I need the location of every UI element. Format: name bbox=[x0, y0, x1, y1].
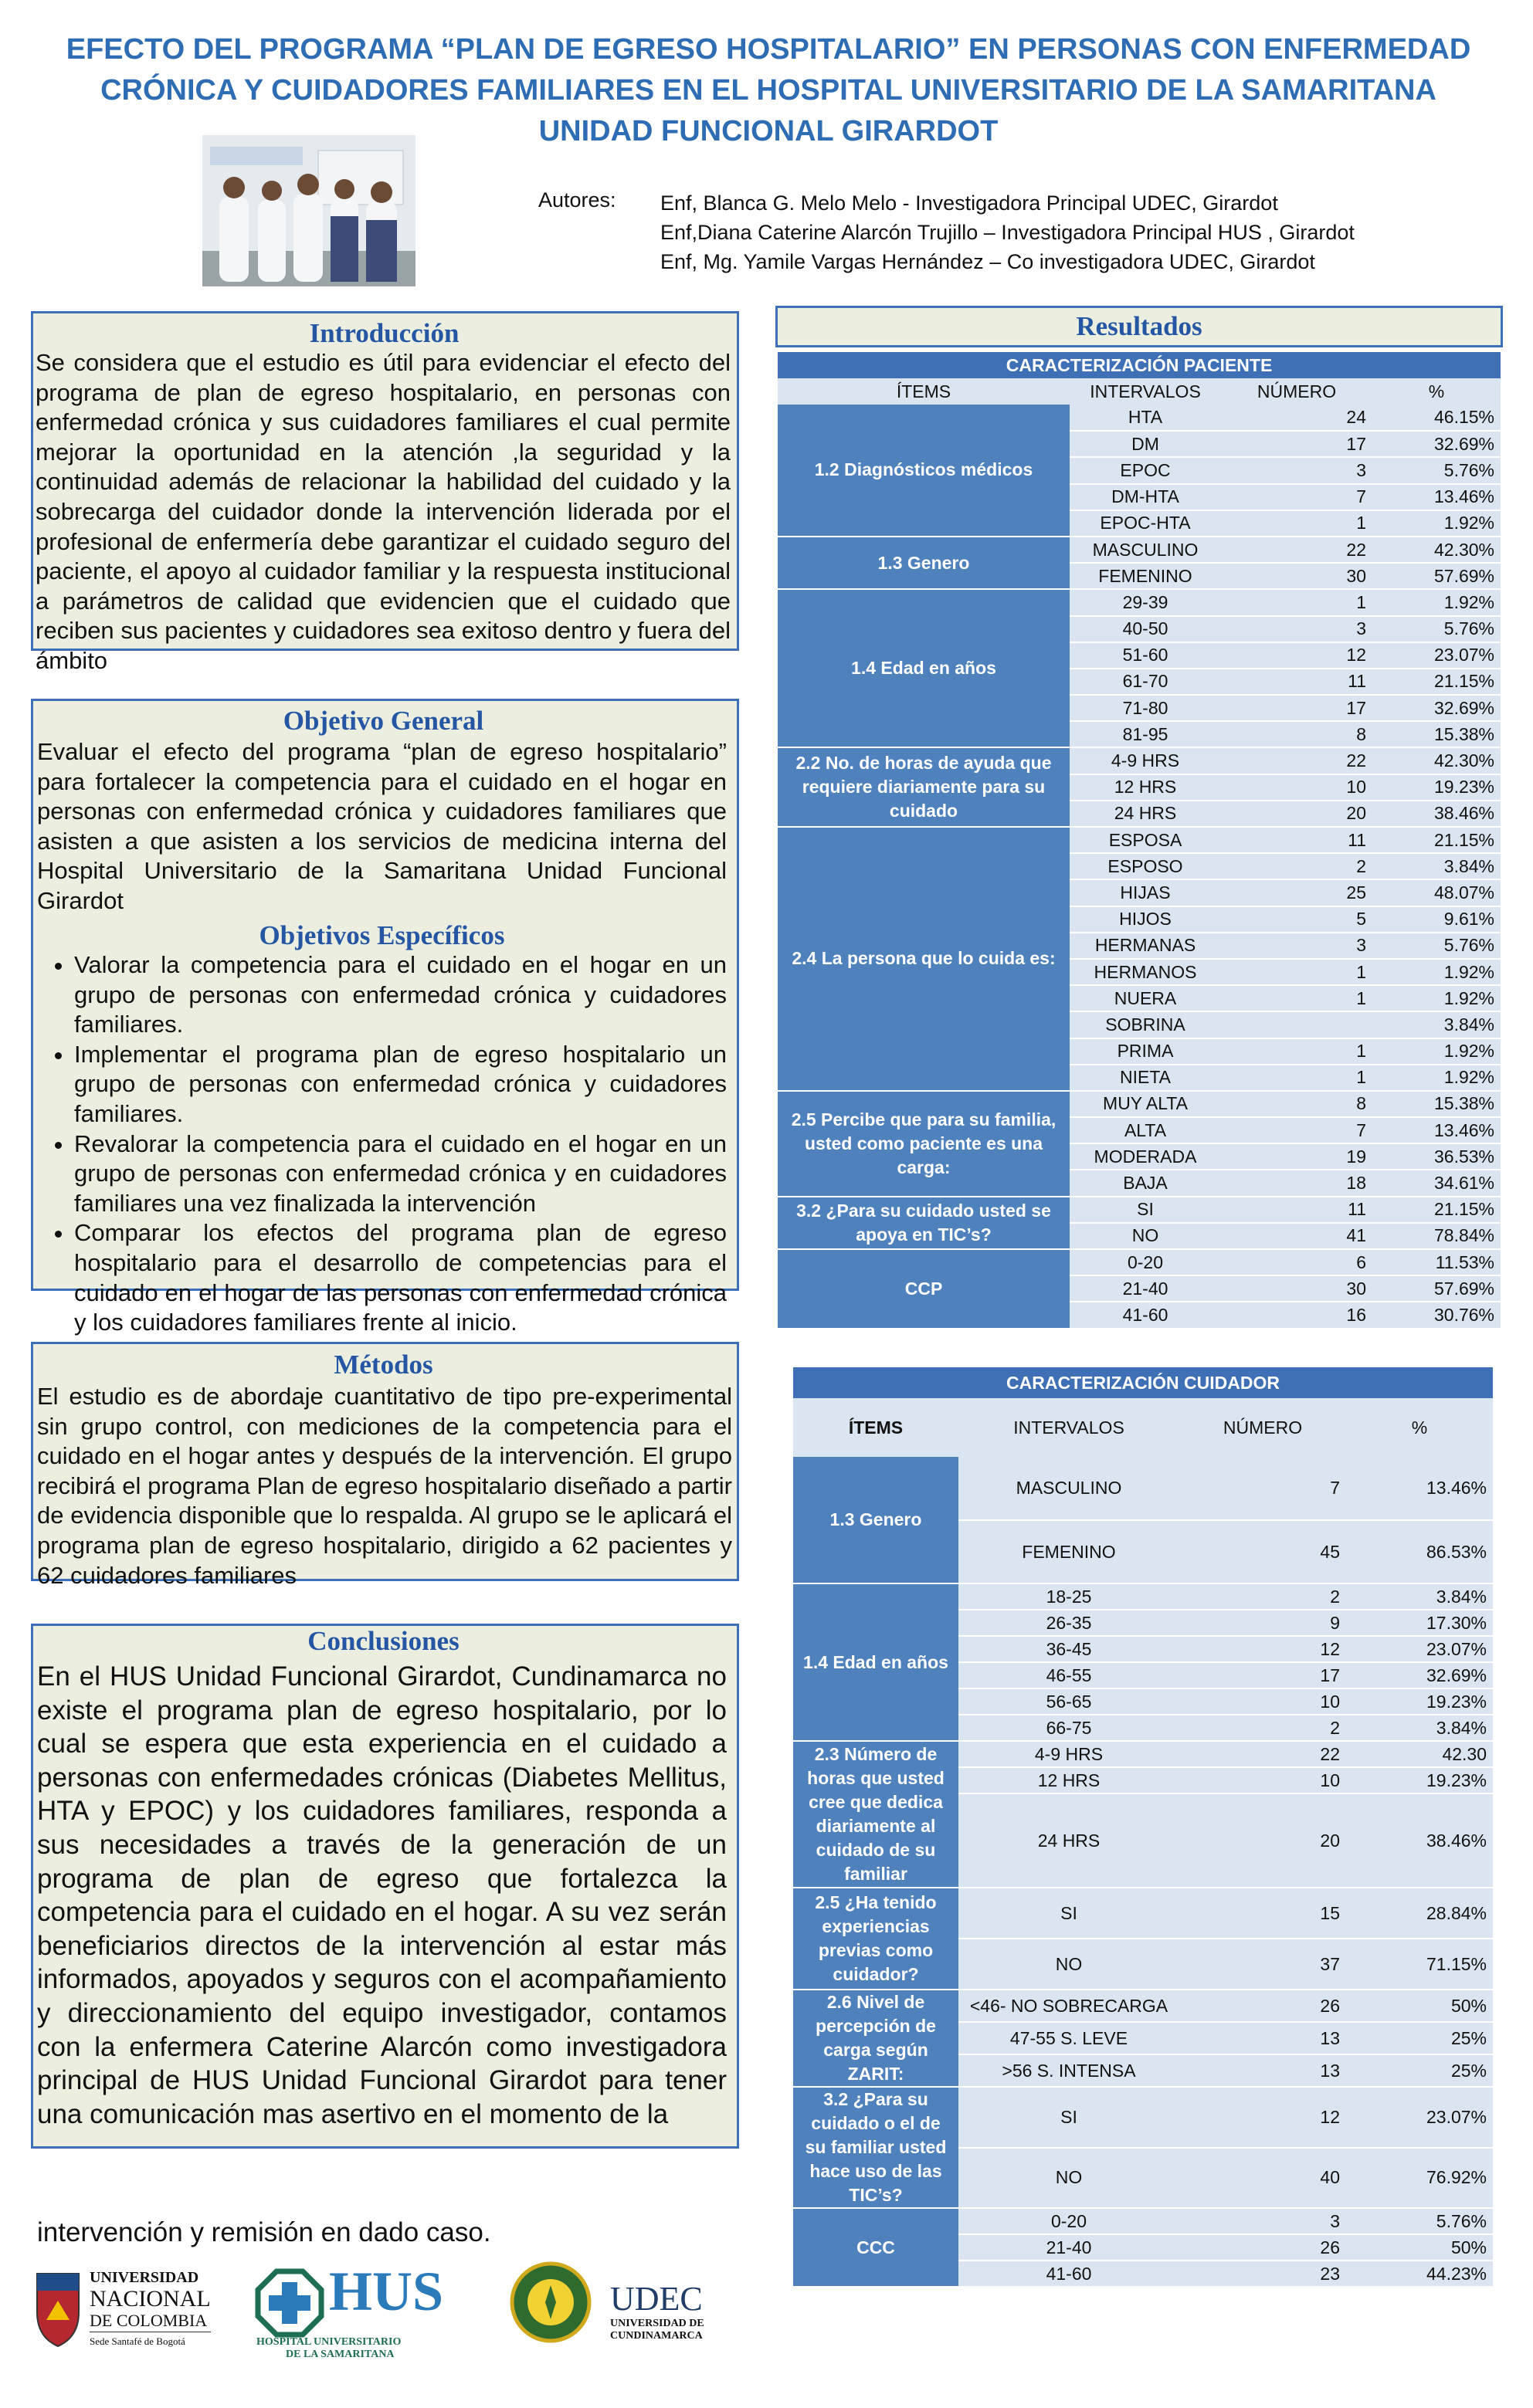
interval-cell: NO bbox=[1070, 1223, 1221, 1249]
number-cell: 12 bbox=[1221, 642, 1372, 669]
col-header: ÍTEMS bbox=[793, 1398, 958, 1457]
percent-cell: 78.84% bbox=[1372, 1223, 1501, 1249]
percent-cell: 13.46% bbox=[1372, 484, 1501, 510]
percent-cell: 1.92% bbox=[1372, 1065, 1501, 1091]
interval-cell: MASCULINO bbox=[958, 1457, 1179, 1520]
number-cell: 1 bbox=[1221, 959, 1372, 985]
authors-label: Autores: bbox=[538, 188, 616, 212]
number-cell: 18 bbox=[1221, 1170, 1372, 1196]
percent-cell: 32.69% bbox=[1372, 431, 1501, 457]
item-label: 1.4 Edad en años bbox=[793, 1583, 958, 1741]
percent-cell: 23.07% bbox=[1346, 2087, 1493, 2148]
number-cell: 1 bbox=[1221, 985, 1372, 1011]
conclusiones-tail: intervención y remisión en dado caso. bbox=[37, 2217, 491, 2247]
table-row bbox=[793, 1583, 1493, 1610]
percent-cell: 34.61% bbox=[1372, 1170, 1501, 1196]
number-cell: 16 bbox=[1221, 1302, 1372, 1328]
interval-cell: ALTA bbox=[1070, 1117, 1221, 1143]
percent-cell: 21.15% bbox=[1372, 669, 1501, 695]
author-line: Enf, Blanca G. Melo Melo - Investigadora Principal UDEC, Girardot bbox=[660, 191, 1278, 215]
number-cell: 30 bbox=[1221, 1275, 1372, 1302]
col-header: INTERVALOS bbox=[958, 1398, 1179, 1457]
interval-cell: SI bbox=[958, 2087, 1179, 2148]
interval-cell: 51-60 bbox=[1070, 642, 1221, 669]
interval-cell: FEMENINO bbox=[958, 1520, 1179, 1583]
percent-cell: 21.15% bbox=[1372, 827, 1501, 853]
interval-cell: 40-50 bbox=[1070, 616, 1221, 642]
percent-cell: 15.38% bbox=[1372, 721, 1501, 747]
number-cell: 17 bbox=[1179, 1662, 1346, 1688]
number-cell: 12 bbox=[1179, 1636, 1346, 1662]
percent-cell: 3.84% bbox=[1372, 853, 1501, 879]
table-row bbox=[778, 1249, 1501, 1275]
udec-name: UDEC bbox=[610, 2280, 703, 2318]
percent-cell: 5.76% bbox=[1372, 457, 1501, 483]
percent-cell: 19.23% bbox=[1346, 1688, 1493, 1715]
percent-cell: 42.30 bbox=[1346, 1741, 1493, 1767]
metodos-title: Métodos bbox=[334, 1350, 433, 1380]
percent-cell: 13.46% bbox=[1346, 1457, 1493, 1520]
objective-item: • Comparar los efectos del programa plan de egreso hospitalario para el desarrollo de competencias para el cuidado en el hogar de las personas con enfermedad crónica y los cuidadores familiares frente al inicio. bbox=[74, 1218, 727, 1337]
author-line: Enf,Diana Caterine Alarcón Trujillo – Investigadora Principal HUS , Girardot bbox=[660, 221, 1355, 244]
number-cell: 22 bbox=[1179, 1741, 1346, 1767]
number-cell: 37 bbox=[1179, 1939, 1346, 1990]
interval-cell: HIJAS bbox=[1070, 879, 1221, 906]
interval-cell: MODERADA bbox=[1070, 1143, 1221, 1170]
percent-cell: 25% bbox=[1346, 2054, 1493, 2087]
number-cell: 23 bbox=[1179, 2261, 1346, 2287]
poster-title bbox=[46, 29, 1491, 152]
percent-cell: 1.92% bbox=[1372, 510, 1501, 537]
interval-cell: 61-70 bbox=[1070, 669, 1221, 695]
number-cell: 40 bbox=[1179, 2148, 1346, 2209]
interval-cell: >56 S. INTENSA bbox=[958, 2054, 1179, 2087]
table-row bbox=[778, 747, 1501, 774]
item-label: 1.3 Genero bbox=[793, 1457, 958, 1583]
interval-cell: 0-20 bbox=[958, 2208, 1179, 2234]
table-row bbox=[778, 827, 1501, 853]
item-label: 3.2 ¿Para su cuidado usted se apoya en TIC’s? bbox=[778, 1197, 1070, 1249]
interval-cell: DM bbox=[1070, 431, 1221, 457]
percent-cell: 13.46% bbox=[1372, 1117, 1501, 1143]
percent-cell: 46.15% bbox=[1372, 405, 1501, 431]
percent-cell: 19.23% bbox=[1346, 1767, 1493, 1793]
number-cell: 1 bbox=[1221, 510, 1372, 537]
number-cell: 20 bbox=[1221, 801, 1372, 827]
percent-cell: 38.46% bbox=[1372, 801, 1501, 827]
percent-cell: 36.53% bbox=[1372, 1143, 1501, 1170]
interval-cell: NUERA bbox=[1070, 985, 1221, 1011]
interval-cell: HTA bbox=[1070, 405, 1221, 431]
number-cell: 41 bbox=[1221, 1223, 1372, 1249]
caregiver-table-caption: CARACTERIZACIÓN CUIDADOR bbox=[793, 1367, 1493, 1398]
number-cell: 26 bbox=[1179, 1990, 1346, 2022]
number-cell: 3 bbox=[1221, 933, 1372, 959]
number-cell: 15 bbox=[1179, 1888, 1346, 1939]
table-row bbox=[778, 405, 1501, 431]
number-cell: 8 bbox=[1221, 1091, 1372, 1117]
interval-cell: 12 HRS bbox=[958, 1767, 1179, 1793]
number-cell: 25 bbox=[1221, 879, 1372, 906]
number-cell: 17 bbox=[1221, 431, 1372, 457]
table-row bbox=[793, 1457, 1493, 1520]
table-row bbox=[778, 1091, 1501, 1117]
percent-cell: 3.84% bbox=[1346, 1583, 1493, 1610]
col-header: ÍTEMS bbox=[778, 378, 1070, 405]
percent-cell: 76.92% bbox=[1346, 2148, 1493, 2209]
percent-cell: 50% bbox=[1346, 2234, 1493, 2261]
team-photo bbox=[202, 135, 415, 286]
number-cell: 22 bbox=[1221, 747, 1372, 774]
interval-cell: 24 HRS bbox=[1070, 801, 1221, 827]
item-label: 2.3 Número de horas que usted cree que dedica diariamente al cuidado de su familiar bbox=[793, 1741, 958, 1888]
title-line: EFECTO DEL PROGRAMA “PLAN DE EGRESO HOSPITALARIO” EN PERSONAS CON ENFERMEDAD bbox=[66, 33, 1471, 66]
percent-cell: 5.76% bbox=[1372, 616, 1501, 642]
interval-cell: NO bbox=[958, 2148, 1179, 2209]
table-row bbox=[793, 1888, 1493, 1939]
number-cell: 20 bbox=[1179, 1793, 1346, 1888]
number-cell: 11 bbox=[1221, 1197, 1372, 1223]
intro-text: Se considera que el estudio es útil para evidenciar el efecto del programa de plan de egreso hospitalario, en personas con enfermedad crónica y sus cuidadores familiares el cual permite mejorar la oportunidad en la atención ,la seguridad y la continuidad además de relacionar la habilidad del cuidado y la sobrecarga del cuidador donde la intervención liderada por el profesional de enfermería debe garantizar el cuidado seguro del paciente, el apoyo al cuidador familiar y la respuesta institucional a parámetros de calidad que evidencien que el cuidado que reciben sus pacientes y cuidadores sea exitoso dentro y fuera del ámbito bbox=[36, 349, 731, 674]
objective-item: • Implementar el programa plan de egreso hospitalario un grupo de personas con enfermedad crónica y cuidadores familiares. bbox=[74, 1040, 727, 1129]
title-line: CRÓNICA Y CUIDADORES FAMILIARES EN EL HOSPITAL UNIVERSITARIO DE LA SAMARITANA bbox=[100, 74, 1436, 107]
percent-cell: 30.76% bbox=[1372, 1302, 1501, 1328]
objective-item: • Valorar la competencia para el cuidado en el hogar en un grupo de personas con enfermedad crónica y cuidadores familiares. bbox=[74, 950, 727, 1040]
interval-cell: DM-HTA bbox=[1070, 484, 1221, 510]
number-cell: 45 bbox=[1179, 1520, 1346, 1583]
table-row bbox=[793, 2208, 1493, 2234]
resultados-title: Resultados bbox=[1076, 311, 1202, 341]
interval-cell: 4-9 HRS bbox=[1070, 747, 1221, 774]
percent-cell: 42.30% bbox=[1372, 537, 1501, 563]
percent-cell: 71.15% bbox=[1346, 1939, 1493, 1990]
interval-cell: EPOC bbox=[1070, 457, 1221, 483]
number-cell: 7 bbox=[1179, 1457, 1346, 1520]
unal-text: Sede Santafé de Bogotá bbox=[90, 2332, 211, 2351]
hus-logo bbox=[255, 2261, 510, 2360]
number-cell: 6 bbox=[1221, 1249, 1372, 1275]
interval-cell: HERMANOS bbox=[1070, 959, 1221, 985]
udec-text: CUNDINAMARCA bbox=[610, 2330, 703, 2342]
interval-cell: 66-75 bbox=[958, 1715, 1179, 1741]
objetivos-especificos-list bbox=[37, 950, 727, 1338]
number-cell: 17 bbox=[1221, 695, 1372, 721]
objetivo-general-text: Evaluar el efecto del programa “plan de egreso hospitalario” para fortalecer la competencia para el cuidado en el hogar en personas con enfermedad crónica y cuidadores familiares que asisten a que asisten a los servicios de medicina interna del Hospital Universitario de la Samaritana Unidad Funcional Girardot bbox=[37, 738, 727, 914]
item-label: CCP bbox=[778, 1249, 1070, 1329]
interval-cell: 46-55 bbox=[958, 1662, 1179, 1688]
number-cell: 11 bbox=[1221, 827, 1372, 853]
interval-cell: 21-40 bbox=[958, 2234, 1179, 2261]
percent-cell: 57.69% bbox=[1372, 563, 1501, 589]
interval-cell: 29-39 bbox=[1070, 589, 1221, 615]
number-cell: 10 bbox=[1221, 774, 1372, 801]
interval-cell: MUY ALTA bbox=[1070, 1091, 1221, 1117]
udec-seal bbox=[510, 2254, 595, 2355]
interval-cell: 41-60 bbox=[1070, 1302, 1221, 1328]
patient-table-caption: CARACTERIZACIÓN PACIENTE bbox=[778, 352, 1501, 378]
interval-cell: PRIMA bbox=[1070, 1038, 1221, 1065]
interval-cell: 56-65 bbox=[958, 1688, 1179, 1715]
table-row bbox=[778, 537, 1501, 563]
number-cell: 7 bbox=[1221, 484, 1372, 510]
number-cell: 5 bbox=[1221, 906, 1372, 933]
table-row bbox=[778, 589, 1501, 615]
item-label: 3.2 ¿Para su cuidado o el de su familiar usted hace uso de las TIC’s? bbox=[793, 2087, 958, 2208]
hus-text: HOSPITAL UNIVERSITARIO bbox=[256, 2336, 402, 2348]
number-cell: 9 bbox=[1179, 1610, 1346, 1636]
interval-cell: ESPOSO bbox=[1070, 853, 1221, 879]
number-cell: 2 bbox=[1179, 1583, 1346, 1610]
col-header: NÚMERO bbox=[1179, 1398, 1346, 1457]
item-label: 2.6 Nivel de percepción de carga según ZARIT: bbox=[793, 1990, 958, 2087]
interval-cell: HIJOS bbox=[1070, 906, 1221, 933]
number-cell: 3 bbox=[1179, 2208, 1346, 2234]
item-label: 2.4 La persona que lo cuida es: bbox=[778, 827, 1070, 1091]
percent-cell: 48.07% bbox=[1372, 879, 1501, 906]
percent-cell: 38.46% bbox=[1346, 1793, 1493, 1888]
author-line: Enf, Mg. Yamile Vargas Hernández – Co investigadora UDEC, Girardot bbox=[660, 250, 1315, 273]
col-header: % bbox=[1346, 1398, 1493, 1457]
number-cell bbox=[1221, 1011, 1372, 1038]
number-cell: 8 bbox=[1221, 721, 1372, 747]
interval-cell: <46- NO SOBRECARGA bbox=[958, 1990, 1179, 2022]
number-cell: 24 bbox=[1221, 405, 1372, 431]
table-row bbox=[778, 1197, 1501, 1223]
results-header bbox=[775, 306, 1503, 347]
objetivos-especificos-title: Objetivos Específicos bbox=[259, 920, 505, 950]
conclusiones-title: Conclusiones bbox=[307, 1626, 460, 1656]
interval-cell: 71-80 bbox=[1070, 695, 1221, 721]
hus-text: DE LA SAMARITANA bbox=[286, 2349, 395, 2360]
percent-cell: 1.92% bbox=[1372, 589, 1501, 615]
percent-cell: 1.92% bbox=[1372, 985, 1501, 1011]
percent-cell: 25% bbox=[1346, 2022, 1493, 2054]
interval-cell: NO bbox=[958, 1939, 1179, 1990]
conclusiones-text: En el HUS Unidad Funcional Girardot, Cundinamarca no existe el programa plan de egreso hospitalario, por lo cual se espera que esta experiencia en el cuidado a personas con enfermedades crónicas (Diabetes Mellitus, HTA y EPOC) y los cuidadores familiares, responda a sus necesidades a través de la generación de un programa de plan de egreso que fortalezca la competencia para el cuidado en el hogar. A su vez serán beneficiarios directos de la intervención al estar más informados, apoyados y seguros con el acompañamiento y direccionamiento del equipo investigador, contamos con la enfermera Caterine Alarcón como investigadora principal de HUS Unidad Funcional Girardot para tener una comunicación mas asertivo en el momento de la bbox=[37, 1661, 727, 2129]
intro-title: Introducción bbox=[309, 318, 460, 348]
percent-cell: 17.30% bbox=[1346, 1610, 1493, 1636]
table-row bbox=[793, 1741, 1493, 1767]
number-cell: 3 bbox=[1221, 616, 1372, 642]
interval-cell: 4-9 HRS bbox=[958, 1741, 1179, 1767]
interval-cell: 36-45 bbox=[958, 1636, 1179, 1662]
number-cell: 2 bbox=[1221, 853, 1372, 879]
objetivo-general-title: Objetivo General bbox=[283, 706, 484, 736]
interval-cell: 47-55 S. LEVE bbox=[958, 2022, 1179, 2054]
objective-item: • Revalorar la competencia para el cuidado en el hogar en un grupo de personas con enfermedad crónica y en cuidadores familiares una vez finalizada la intervención bbox=[74, 1129, 727, 1219]
interval-cell: ESPOSA bbox=[1070, 827, 1221, 853]
percent-cell: 19.23% bbox=[1372, 774, 1501, 801]
number-cell: 10 bbox=[1179, 1688, 1346, 1715]
patient-table bbox=[778, 352, 1501, 1329]
number-cell: 26 bbox=[1179, 2234, 1346, 2261]
caregiver-table bbox=[793, 1367, 1493, 2288]
percent-cell: 32.69% bbox=[1346, 1662, 1493, 1688]
interval-cell: BAJA bbox=[1070, 1170, 1221, 1196]
unal-text: DE COLOMBIA bbox=[90, 2311, 208, 2330]
percent-cell: 9.61% bbox=[1372, 906, 1501, 933]
table-row bbox=[793, 2087, 1493, 2148]
interval-cell: 0-20 bbox=[1070, 1249, 1221, 1275]
percent-cell: 1.92% bbox=[1372, 959, 1501, 985]
percent-cell: 32.69% bbox=[1372, 695, 1501, 721]
percent-cell: 44.23% bbox=[1346, 2261, 1493, 2287]
item-label: 2.5 ¿Ha tenido experiencias previas como cuidador? bbox=[793, 1888, 958, 1990]
interval-cell: SI bbox=[1070, 1197, 1221, 1223]
item-label: 2.5 Percibe que para su familia, usted como paciente es una carga: bbox=[778, 1091, 1070, 1197]
interval-cell: SI bbox=[958, 1888, 1179, 1939]
percent-cell: 1.92% bbox=[1372, 1038, 1501, 1065]
interval-cell: 12 HRS bbox=[1070, 774, 1221, 801]
number-cell: 19 bbox=[1221, 1143, 1372, 1170]
udec-logo bbox=[610, 2281, 749, 2358]
number-cell: 11 bbox=[1221, 669, 1372, 695]
item-label: CCC bbox=[793, 2208, 958, 2287]
percent-cell: 42.30% bbox=[1372, 747, 1501, 774]
unal-logo bbox=[31, 2262, 232, 2355]
interval-cell: EPOC-HTA bbox=[1070, 510, 1221, 537]
number-cell: 2 bbox=[1179, 1715, 1346, 1741]
percent-cell: 86.53% bbox=[1346, 1520, 1493, 1583]
title-line: UNIDAD FUNCIONAL GIRARDOT bbox=[538, 115, 999, 147]
hus-name: HUS bbox=[329, 2261, 444, 2322]
percent-cell: 28.84% bbox=[1346, 1888, 1493, 1939]
percent-cell: 15.38% bbox=[1372, 1091, 1501, 1117]
interval-cell: 26-35 bbox=[958, 1610, 1179, 1636]
percent-cell: 23.07% bbox=[1346, 1636, 1493, 1662]
interval-cell: NIETA bbox=[1070, 1065, 1221, 1091]
interval-cell: 21-40 bbox=[1070, 1275, 1221, 1302]
metodos-text: El estudio es de abordaje cuantitativo de tipo pre-experimental sin grupo control, con mediciones de la competencia para el cuidado en el hogar antes y después de la intervención. El grupo recibirá el programa Plan de egreso hospitalario diseñado a partir de evidencia disponible que lo respalda. Al grupo se le aplicará el programa plan de egreso hospitalario, dirigido a 62 pacientes y 62 cuidadores familiares bbox=[37, 1383, 732, 1589]
col-header: NÚMERO bbox=[1221, 378, 1372, 405]
col-header: INTERVALOS bbox=[1070, 378, 1221, 405]
logos-row bbox=[31, 2254, 749, 2362]
udec-text: UNIVERSIDAD DE bbox=[610, 2318, 704, 2329]
interval-cell: 81-95 bbox=[1070, 721, 1221, 747]
interval-cell: 24 HRS bbox=[958, 1793, 1179, 1888]
percent-cell: 3.84% bbox=[1372, 1011, 1501, 1038]
percent-cell: 50% bbox=[1346, 1990, 1493, 2022]
number-cell: 13 bbox=[1179, 2022, 1346, 2054]
percent-cell: 3.84% bbox=[1346, 1715, 1493, 1741]
number-cell: 10 bbox=[1179, 1767, 1346, 1793]
number-cell: 12 bbox=[1179, 2087, 1346, 2148]
percent-cell: 11.53% bbox=[1372, 1249, 1501, 1275]
percent-cell: 57.69% bbox=[1372, 1275, 1501, 1302]
number-cell: 13 bbox=[1179, 2054, 1346, 2087]
number-cell: 7 bbox=[1221, 1117, 1372, 1143]
interval-cell: 41-60 bbox=[958, 2261, 1179, 2287]
interval-cell: FEMENINO bbox=[1070, 563, 1221, 589]
interval-cell: HERMANAS bbox=[1070, 933, 1221, 959]
unal-text: UNIVERSIDAD bbox=[90, 2269, 199, 2286]
number-cell: 30 bbox=[1221, 563, 1372, 589]
number-cell: 1 bbox=[1221, 1038, 1372, 1065]
percent-cell: 23.07% bbox=[1372, 642, 1501, 669]
authors-list bbox=[660, 188, 1355, 276]
number-cell: 1 bbox=[1221, 1065, 1372, 1091]
col-header: % bbox=[1372, 378, 1501, 405]
item-label: 1.3 Genero bbox=[778, 537, 1070, 589]
percent-cell: 5.76% bbox=[1346, 2208, 1493, 2234]
item-label: 2.2 No. de horas de ayuda que requiere diariamente para su cuidado bbox=[778, 747, 1070, 827]
interval-cell: MASCULINO bbox=[1070, 537, 1221, 563]
number-cell: 22 bbox=[1221, 537, 1372, 563]
percent-cell: 5.76% bbox=[1372, 933, 1501, 959]
item-label: 1.4 Edad en años bbox=[778, 589, 1070, 747]
interval-cell: SOBRINA bbox=[1070, 1011, 1221, 1038]
item-label: 1.2 Diagnósticos médicos bbox=[778, 405, 1070, 537]
number-cell: 3 bbox=[1221, 457, 1372, 483]
table-row bbox=[793, 1990, 1493, 2022]
percent-cell: 21.15% bbox=[1372, 1197, 1501, 1223]
interval-cell: 18-25 bbox=[958, 1583, 1179, 1610]
unal-text: NACIONAL bbox=[90, 2286, 211, 2311]
number-cell: 1 bbox=[1221, 589, 1372, 615]
